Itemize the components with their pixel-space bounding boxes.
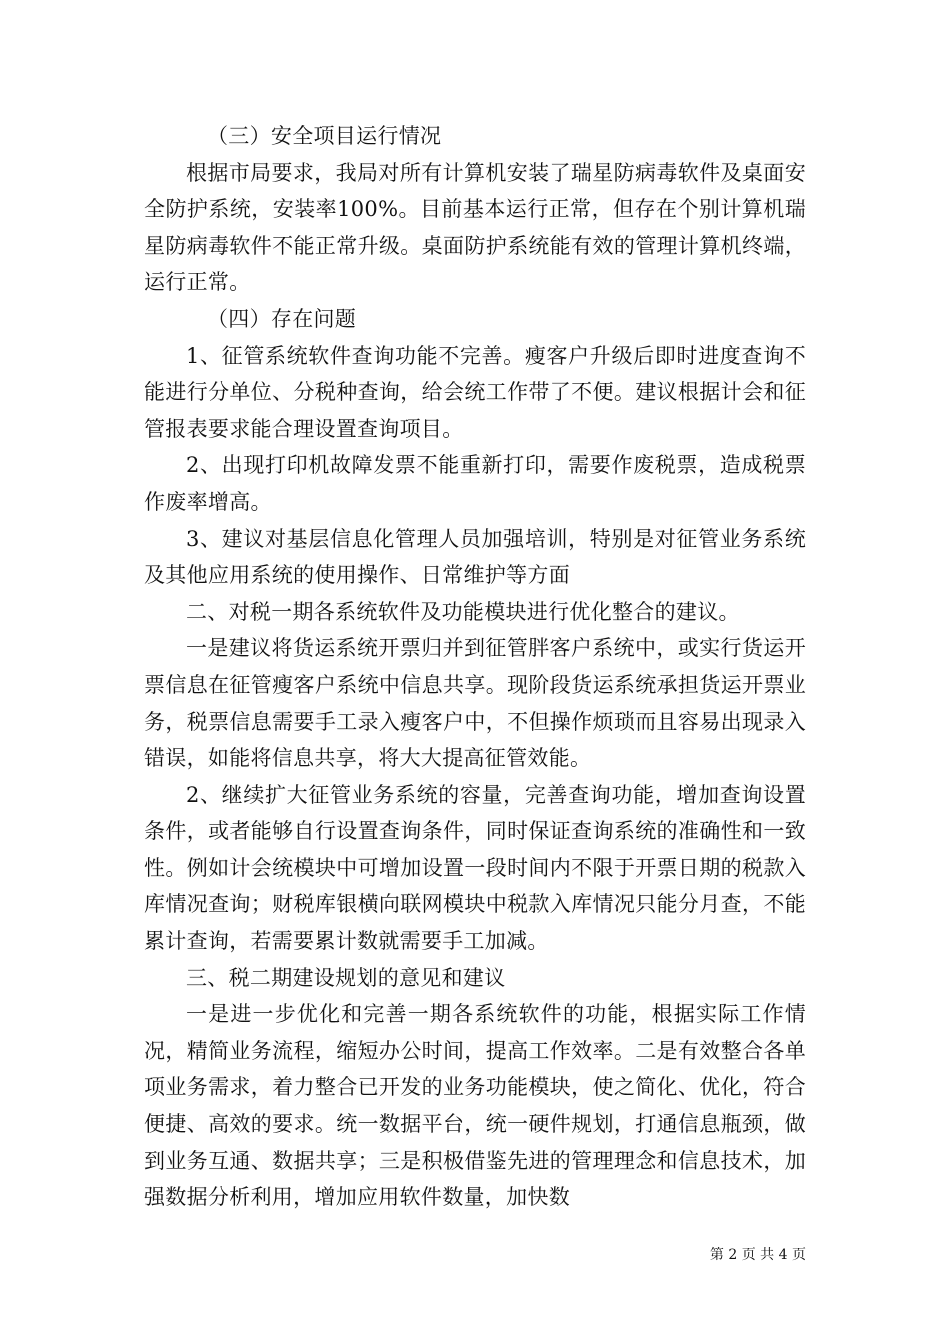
- document-body: [144, 118, 806, 1216]
- paragraph-problem-2: 2、出现打印机故障发票不能重新打印，需要作废税票，造成税票作废率增高。: [144, 453, 806, 514]
- section-heading-optimization: 二、对税一期各系统软件及功能模块进行优化整合的建议。: [186, 599, 740, 624]
- section-heading-security: （三）安全项目运行情况: [207, 124, 442, 148]
- page-number-footer: 第 2 页 共 4 页: [709, 1247, 806, 1263]
- paragraph-security-status: 根据市局要求，我局对所有计算机安装了瑞星防病毒软件及桌面安全防护系统，安装率100%。目前基本运行正常，但存在个别计算机瑞星防病毒软件不能正常升级。桌面防护系统能有效的管理计算机终端，运行正常。: [144, 160, 806, 295]
- paragraph-optimization-2: 2、继续扩大征管业务系统的容量，完善查询功能，增加查询设置条件，或者能够自行设置查询条件，同时保证查询系统的准确性和一致性。例如计会统模块中可增加设置一段时间内不限于开票日期的税款入库情况查询；财税库银横向联网模块中税款入库情况只能分月查，不能累计查询，若需要累计数就需要手工加减。: [144, 782, 806, 954]
- paragraph-optimization-1: 一是建议将货运系统开票归并到征管胖客户系统中，或实行货运开票信息在征管瘦客户系统中信息共享。现阶段货运系统承担货运开票业务，税票信息需要手工录入瘦客户中，不但操作烦琐而且容易出现录入错误，如能将信息共享，将大大提高征管效能。: [144, 636, 806, 771]
- section-heading-problems: （四）存在问题: [207, 306, 357, 331]
- paragraph-phase-two: 一是进一步优化和完善一期各系统软件的功能，根据实际工作情况，精简业务流程，缩短办公时间，提高工作效率。二是有效整合各单项业务需求，着力整合已开发的业务功能模块，使之简化、优化，符合便捷、高效的要求。统一数据平台，统一硬件规划，打通信息瓶颈，做到业务互通、数据共享；三是积极借鉴先进的管理理念和信息技术，加强数据分析利用，增加应用软件数量，加快数: [144, 1002, 806, 1210]
- section-heading-phase-two: 三、税二期建设规划的意见和建议: [186, 965, 506, 990]
- paragraph-problem-1: 1、征管系统软件查询功能不完善。瘦客户升级后即时进度查询不能进行分单位、分税种查询，给会统工作带了不便。建议根据计会和征管报表要求能合理设置查询项目。: [144, 343, 806, 441]
- paragraph-problem-3: 3、建议对基层信息化管理人员加强培训，特别是对征管业务系统及其他应用系统的使用操作、日常维护等方面: [144, 526, 806, 588]
